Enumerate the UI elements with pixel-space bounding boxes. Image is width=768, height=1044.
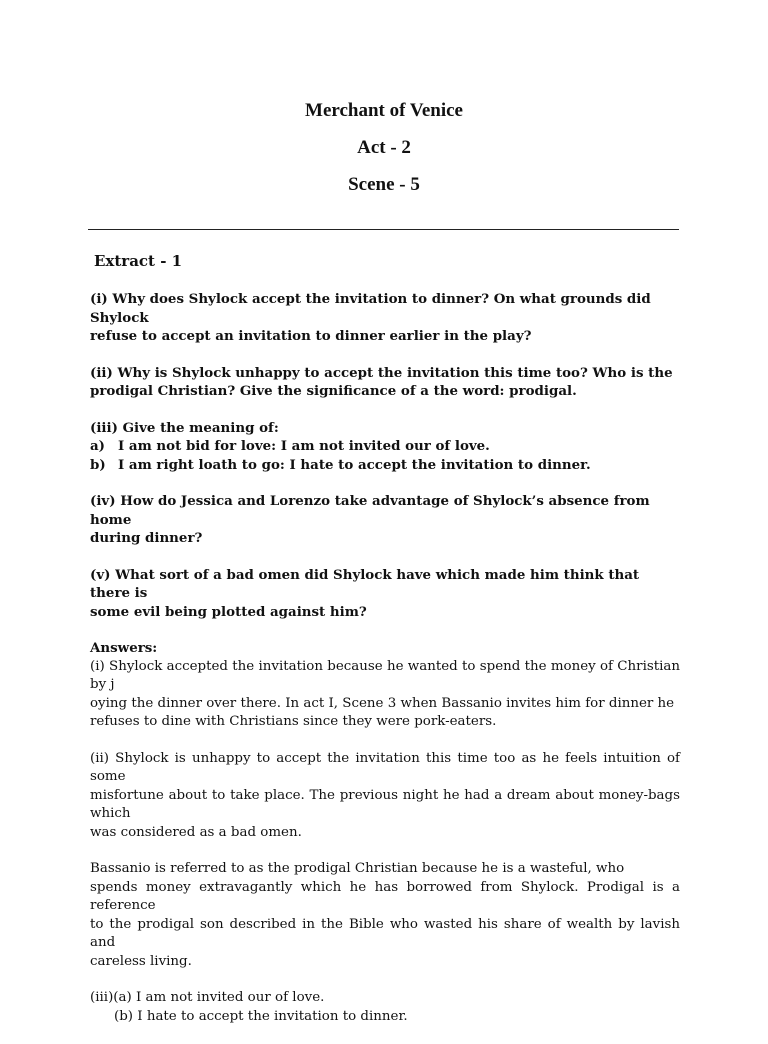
question-line: prodigal Christian? Give the significance of a the word: prodigal.	[90, 383, 577, 399]
answer-line: (b) I hate to accept the invitation to dinner.	[114, 1008, 408, 1024]
question-line: some evil being plotted against him?	[90, 603, 367, 620]
document-body	[90, 250, 680, 1044]
question-2	[90, 364, 680, 401]
question-5	[90, 566, 680, 622]
question-3	[90, 419, 680, 475]
answer-line: Bassanio is referred to as the prodigal Christian because he is a wasteful, who	[90, 861, 625, 876]
horizontal-divider	[88, 229, 679, 230]
answer-2-continued	[90, 860, 680, 971]
act-label: Act - 2	[357, 137, 411, 158]
question-sub-a	[90, 437, 680, 456]
answer-line: careless living.	[90, 953, 192, 969]
question-1	[90, 290, 680, 346]
answer-2	[90, 750, 680, 843]
question-line: during dinner?	[90, 530, 203, 546]
question-line: (v) What sort of a bad omen did Shylock have which made him think that there is	[90, 566, 640, 601]
title-block	[0, 92, 768, 203]
extract-heading: Extract - 1	[94, 252, 183, 270]
answer-1	[90, 658, 680, 732]
sub-label: a)	[90, 438, 106, 454]
question-line: (i) Why does Shylock accept the invitation to dinner? On what grounds did Shylock	[90, 291, 651, 326]
document-title: Merchant of Venice	[305, 100, 463, 121]
question-4	[90, 492, 680, 548]
answer-line: oying the dinner over there. In act I, Scene 3 when Bassanio invites him for dinner he	[90, 695, 675, 711]
answer-line: spends money extravagantly which he has borrowed from Shylock. Prodigal is a reference	[90, 879, 680, 913]
question-line: (iv) How do Jessica and Lorenzo take advantage of Shylock’s absence from home	[90, 493, 650, 528]
answer-line: was considered as a bad omen.	[90, 824, 302, 840]
answers-heading: Answers:	[90, 640, 158, 656]
answer-line: refuses to dine with Christians since they were pork-eaters.	[90, 714, 497, 729]
question-line: refuse to accept an invitation to dinner earlier in the play?	[90, 328, 532, 344]
question-line: (iii) Give the meaning of:	[90, 419, 279, 436]
answer-line: to the prodigal son described in the Bible who wasted his share of wealth by lavish and	[90, 916, 680, 950]
sub-label: b)	[90, 456, 106, 473]
answer-line: misfortune about to take place. The previous night he had a dream about money-bags which	[90, 787, 680, 821]
answer-line: (ii) Shylock is unhappy to accept the invitation this time too as he feels intuition of some	[90, 750, 680, 784]
sub-text: I am not bid for love: I am not invited our of love.	[118, 438, 490, 454]
answer-line: (iii)(a) I am not invited our of love.	[90, 990, 325, 1005]
answer-3	[90, 989, 680, 1026]
scene-label: Scene - 5	[348, 174, 420, 195]
question-sub-b	[90, 456, 680, 475]
answer-line: (i) Shylock accepted the invitation because he wanted to spend the money of Christian by j	[90, 658, 680, 692]
question-line: (ii) Why is Shylock unhappy to accept the invitation this time too? Who is the	[90, 364, 673, 381]
sub-text: I am right loath to go: I hate to accept the invitation to dinner.	[118, 456, 591, 473]
